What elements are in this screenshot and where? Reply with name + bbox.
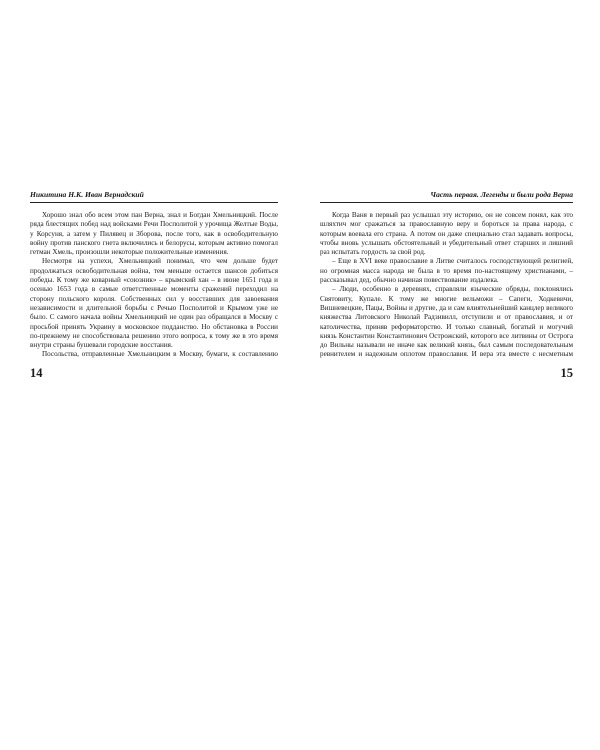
paragraph: Несмотря на успехи, Хмельницкий понимал, что чем дольше будет продолжаться освободительная война, тем меньше остается шансов добиться победы. К тому же коварный «союзник» – крымский хан – в июне 1651 года и осенью 1653 года в самые ответственные моменты сражений переходил на сторону польского короля. Собственных сил у восставших для завоевания независимости и длительной борьбы с Речью Посполитой и Крымом уже не было. С самого начала войны Хмельницкий не один раз обращался в Москву с просьбой принять Украину в московское подданство. Но обстановка в России по-прежнему не способствовала решению этого вопроса, к тому же в это время внутри страны бушевали городские восстания.: [30, 257, 278, 350]
running-head: Никитина Н.К. Иван Вернадский: [30, 190, 144, 199]
paragraph: Посольства, отправленные Хмельницким в Москву, бумаги, к составлению: [42, 350, 278, 359]
paragraph: Хорошо знал обо всем этом пан Верна, знал и Богдан Хмельницкий. После ряда блестящих побед над войсками Речи Посполитой у урочища Желтые Воды, у Корсуня, а затем у Пилявец и Зборова, после того, как в освободительную войну против панского гнета включились и белорусы, которым активно помогал гетман Хмель, произошли некоторые положительные изменения.: [30, 211, 278, 257]
body-text: [30, 211, 278, 359]
paragraph: – Люди, особенно в деревнях, справляли языческие обряды, поклонялись Святовиту, Купале. К тому же многие вельможи – Сапеги, Ходкевичи, Вишневецкие, Пацы, Войны и другие, да и сам влиятельнейший канцлер великого княжества Литовского Николай Радзивилл, отступили и от православия, и от католичества, приняв реформаторство. И только славный, богатый и могучий князь Константин Константинович Острожский, которого все литвины от Острога до Вильны называли не иначе как великий князь, был самым последовательным ревнителем и надежным оплотом православия. И вера эта вместе с несметным: [320, 285, 573, 359]
header-rule: [30, 202, 278, 203]
paragraph: – Еще в XVI веке православие в Литве считалось господствующей религией, но огромная масса народа не была в то время по-настоящему христианами, – рассказывал дед, обычно начиная повествование издалека.: [320, 257, 573, 285]
right-page: [300, 0, 600, 750]
page-number: 15: [560, 366, 573, 380]
header-rule: [320, 202, 573, 203]
body-text: [320, 211, 573, 359]
running-head: Часть первая. Легенды и были рода Верна: [430, 190, 573, 199]
paragraph: Когда Ваня в первый раз услышал эту историю, он не совсем понял, как это шляхтич мог сражаться за православную веру и бороться за права народа, с которым воевала его страна. А потом он даже специально стал задавать вопросы, чтобы вновь услышать обстоятельный и убедительный ответ старших и лишний раз испытать гордость за свой род.: [320, 211, 573, 257]
page-number: 14: [30, 366, 43, 380]
